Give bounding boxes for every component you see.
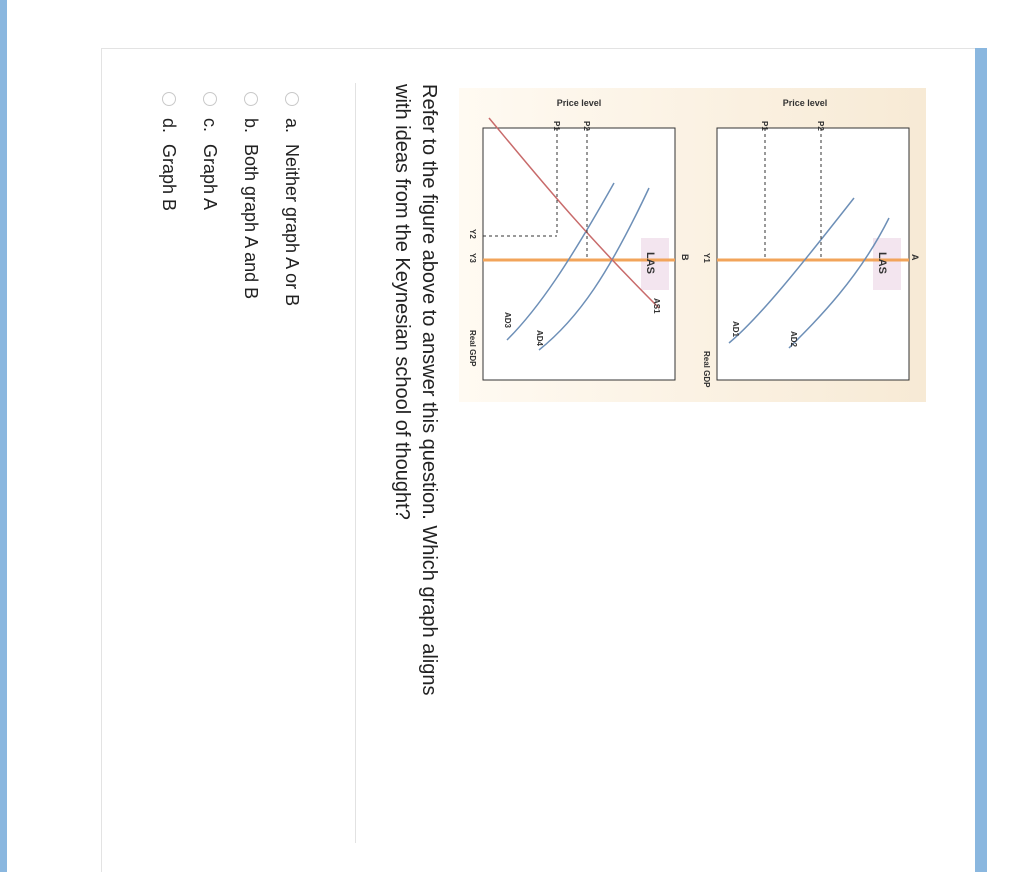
option-b[interactable]	[237, 92, 265, 299]
graph-a-ad2-label: AD2	[789, 331, 798, 348]
graph-b-y3-label: Y3	[468, 253, 477, 263]
option-d[interactable]	[155, 92, 183, 211]
radio-icon[interactable]	[162, 92, 176, 106]
left-scroll-rail	[0, 0, 7, 872]
graph-a	[702, 98, 920, 388]
graph-b-y2-label: Y2	[468, 229, 477, 239]
graph-b-ad3-label: AD3	[503, 312, 512, 329]
graph-a-y-axis: Price level	[782, 98, 828, 108]
graph-a-y1-label: Y1	[702, 253, 711, 263]
graph-b-p2-label: P2	[582, 121, 591, 131]
option-label: Neither graph A or B	[282, 144, 303, 307]
graph-b-y-axis: Price level	[556, 98, 602, 108]
graph-a-p2-label: P2	[816, 121, 825, 131]
radio-icon[interactable]	[244, 92, 258, 106]
economics-figure	[459, 88, 926, 402]
option-a[interactable]	[278, 92, 306, 306]
option-letter: b.	[241, 118, 262, 134]
graph-b-las-label: LAS	[644, 252, 656, 274]
option-label: Both graph A and B	[241, 144, 262, 300]
option-letter: c.	[200, 118, 221, 133]
option-label: Graph B	[159, 144, 180, 212]
graph-b-as1-label: AS1	[652, 298, 661, 314]
graph-a-las-label: LAS	[876, 252, 888, 274]
graph-b	[468, 98, 690, 380]
graph-b-ad4-label: AD4	[535, 330, 544, 347]
radio-icon[interactable]	[203, 92, 217, 106]
graph-a-ad1-label: AD1	[731, 321, 740, 338]
question-divider	[355, 83, 356, 843]
option-letter: a.	[282, 118, 303, 134]
option-label: Graph A	[200, 144, 221, 211]
graph-a-x-axis: Real GDP	[702, 351, 711, 388]
graph-a-title: A	[910, 254, 920, 261]
question-line-1: Refer to the figure above to answer this question. Which graph aligns	[418, 84, 440, 696]
right-scroll-rail	[975, 48, 987, 872]
option-c[interactable]	[196, 92, 224, 210]
graph-b-p1-label: P1	[552, 121, 561, 131]
radio-icon[interactable]	[285, 92, 299, 106]
question-text	[388, 84, 442, 864]
graph-b-x-axis: Real GDP	[468, 330, 477, 367]
graph-b-title: B	[680, 254, 690, 261]
question-line-2: with ideas from the Keynesian school of thought?	[391, 84, 413, 520]
graph-a-p1-label: P1	[760, 121, 769, 131]
option-letter: d.	[159, 118, 180, 134]
